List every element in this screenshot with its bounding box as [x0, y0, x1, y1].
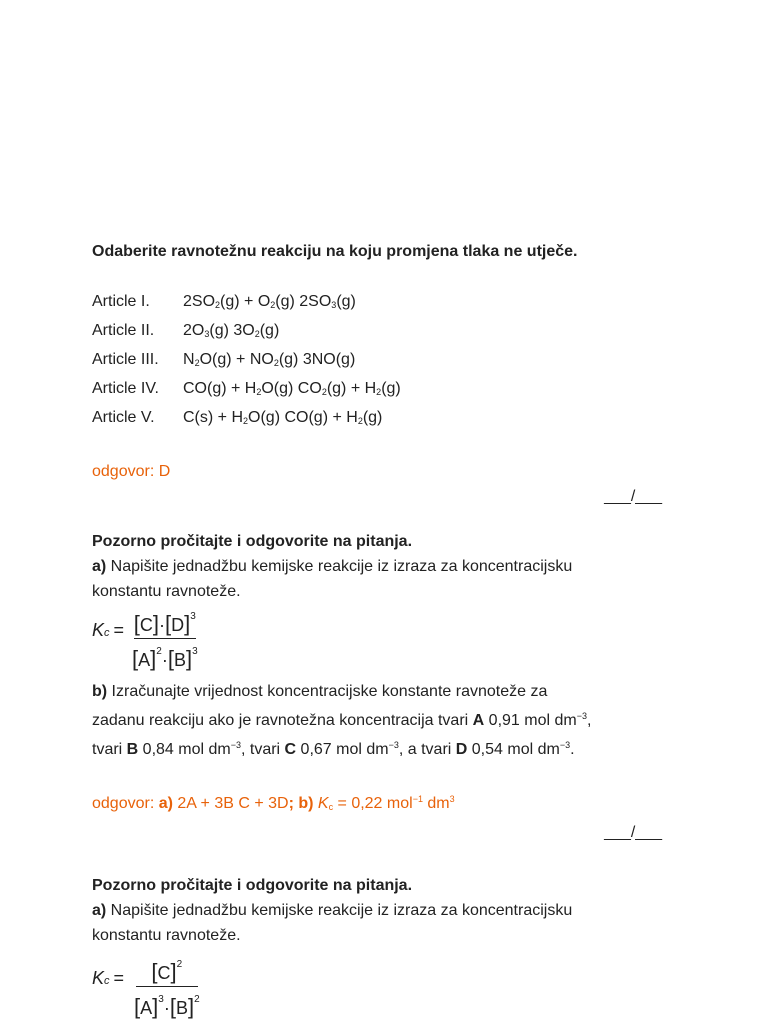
question-3a-text-cont: konstantu ravnoteže.	[92, 927, 241, 944]
kc-fraction: $[C]^2$ $[A]^3\cdot[B]^2$	[134, 959, 200, 1019]
reaction-item: Article IV. $CO(g) + H_2O(g) CO_2(g) + H_2(g)$	[92, 376, 672, 405]
kc-fraction: $[C]\cdot[D]^3$ $[A]^2\cdot[B]^3$	[132, 611, 198, 671]
question-2a-text-cont: konstantu ravnoteže.	[92, 583, 241, 600]
kc-expression-2	[92, 948, 672, 1019]
reaction-label: Article V.	[92, 409, 155, 426]
reaction-label: Article I.	[92, 293, 150, 310]
reaction-item: Article III. $N_2O(g) + NO_2(g)$ 3NO(g)	[92, 347, 672, 376]
reaction-item: Article II. $2O_3(g)$ $3O_2(g)$	[92, 318, 672, 347]
answer-1: odgovor: D	[92, 463, 171, 480]
question-2b-text-3: tvari B 0,84 mol $dm^{-3}$, tvari C 0,67 mol $dm^{-3}$, a tvari D 0,54 mol $dm^{-3}$.	[92, 740, 575, 758]
kc-symbol: Kc =	[92, 620, 125, 640]
reaction-label: Article II.	[92, 322, 155, 339]
kc-expression-1	[92, 604, 672, 671]
question-2b-text: b) Izračunajte vrijednost koncentracijske konstante ravnoteže za	[92, 683, 548, 700]
score-blank-1[interactable]: ___/___	[604, 488, 662, 505]
question-3-title: Pozorno pročitajte i odgovorite na pitanja.	[92, 877, 413, 894]
reaction-label: Article III.	[92, 351, 159, 368]
question-2-title: Pozorno pročitajte i odgovorite na pitanja.	[92, 533, 413, 550]
answer-2: odgovor: a) 2A + 3B C + 3D; b) $K_c = 0,22$ mol$^{-1}$ $dm^3$	[92, 794, 455, 812]
reaction-label: Article IV.	[92, 380, 159, 397]
score-blank-2[interactable]: ___/___	[604, 824, 662, 841]
question-2a-text: a) Napišite jednadžbu kemijske reakcije iz izraza za koncentracijsku	[92, 558, 573, 575]
reaction-item: Article I. $2SO_2(g) + O_2(g)$ $2SO_3(g)$	[92, 289, 672, 318]
reaction-list	[92, 289, 672, 434]
question-2b-text-2: zadanu reakciju ako je ravnotežna koncentracija tvari A 0,91 mol $dm^{-3}$,	[92, 711, 592, 729]
question-1-title: Odaberite ravnotežnu reakciju na koju promjena tlaka ne utječe.	[92, 243, 578, 260]
question-3a-text: a) Napišite jednadžbu kemijske reakcije iz izraza za koncentracijsku	[92, 902, 573, 919]
document-page	[92, 239, 672, 1019]
kc-symbol: Kc =	[92, 968, 125, 988]
reaction-item: Article V. $C(s) + H_2O(g) CO(g) + H_2(g)$	[92, 405, 672, 434]
